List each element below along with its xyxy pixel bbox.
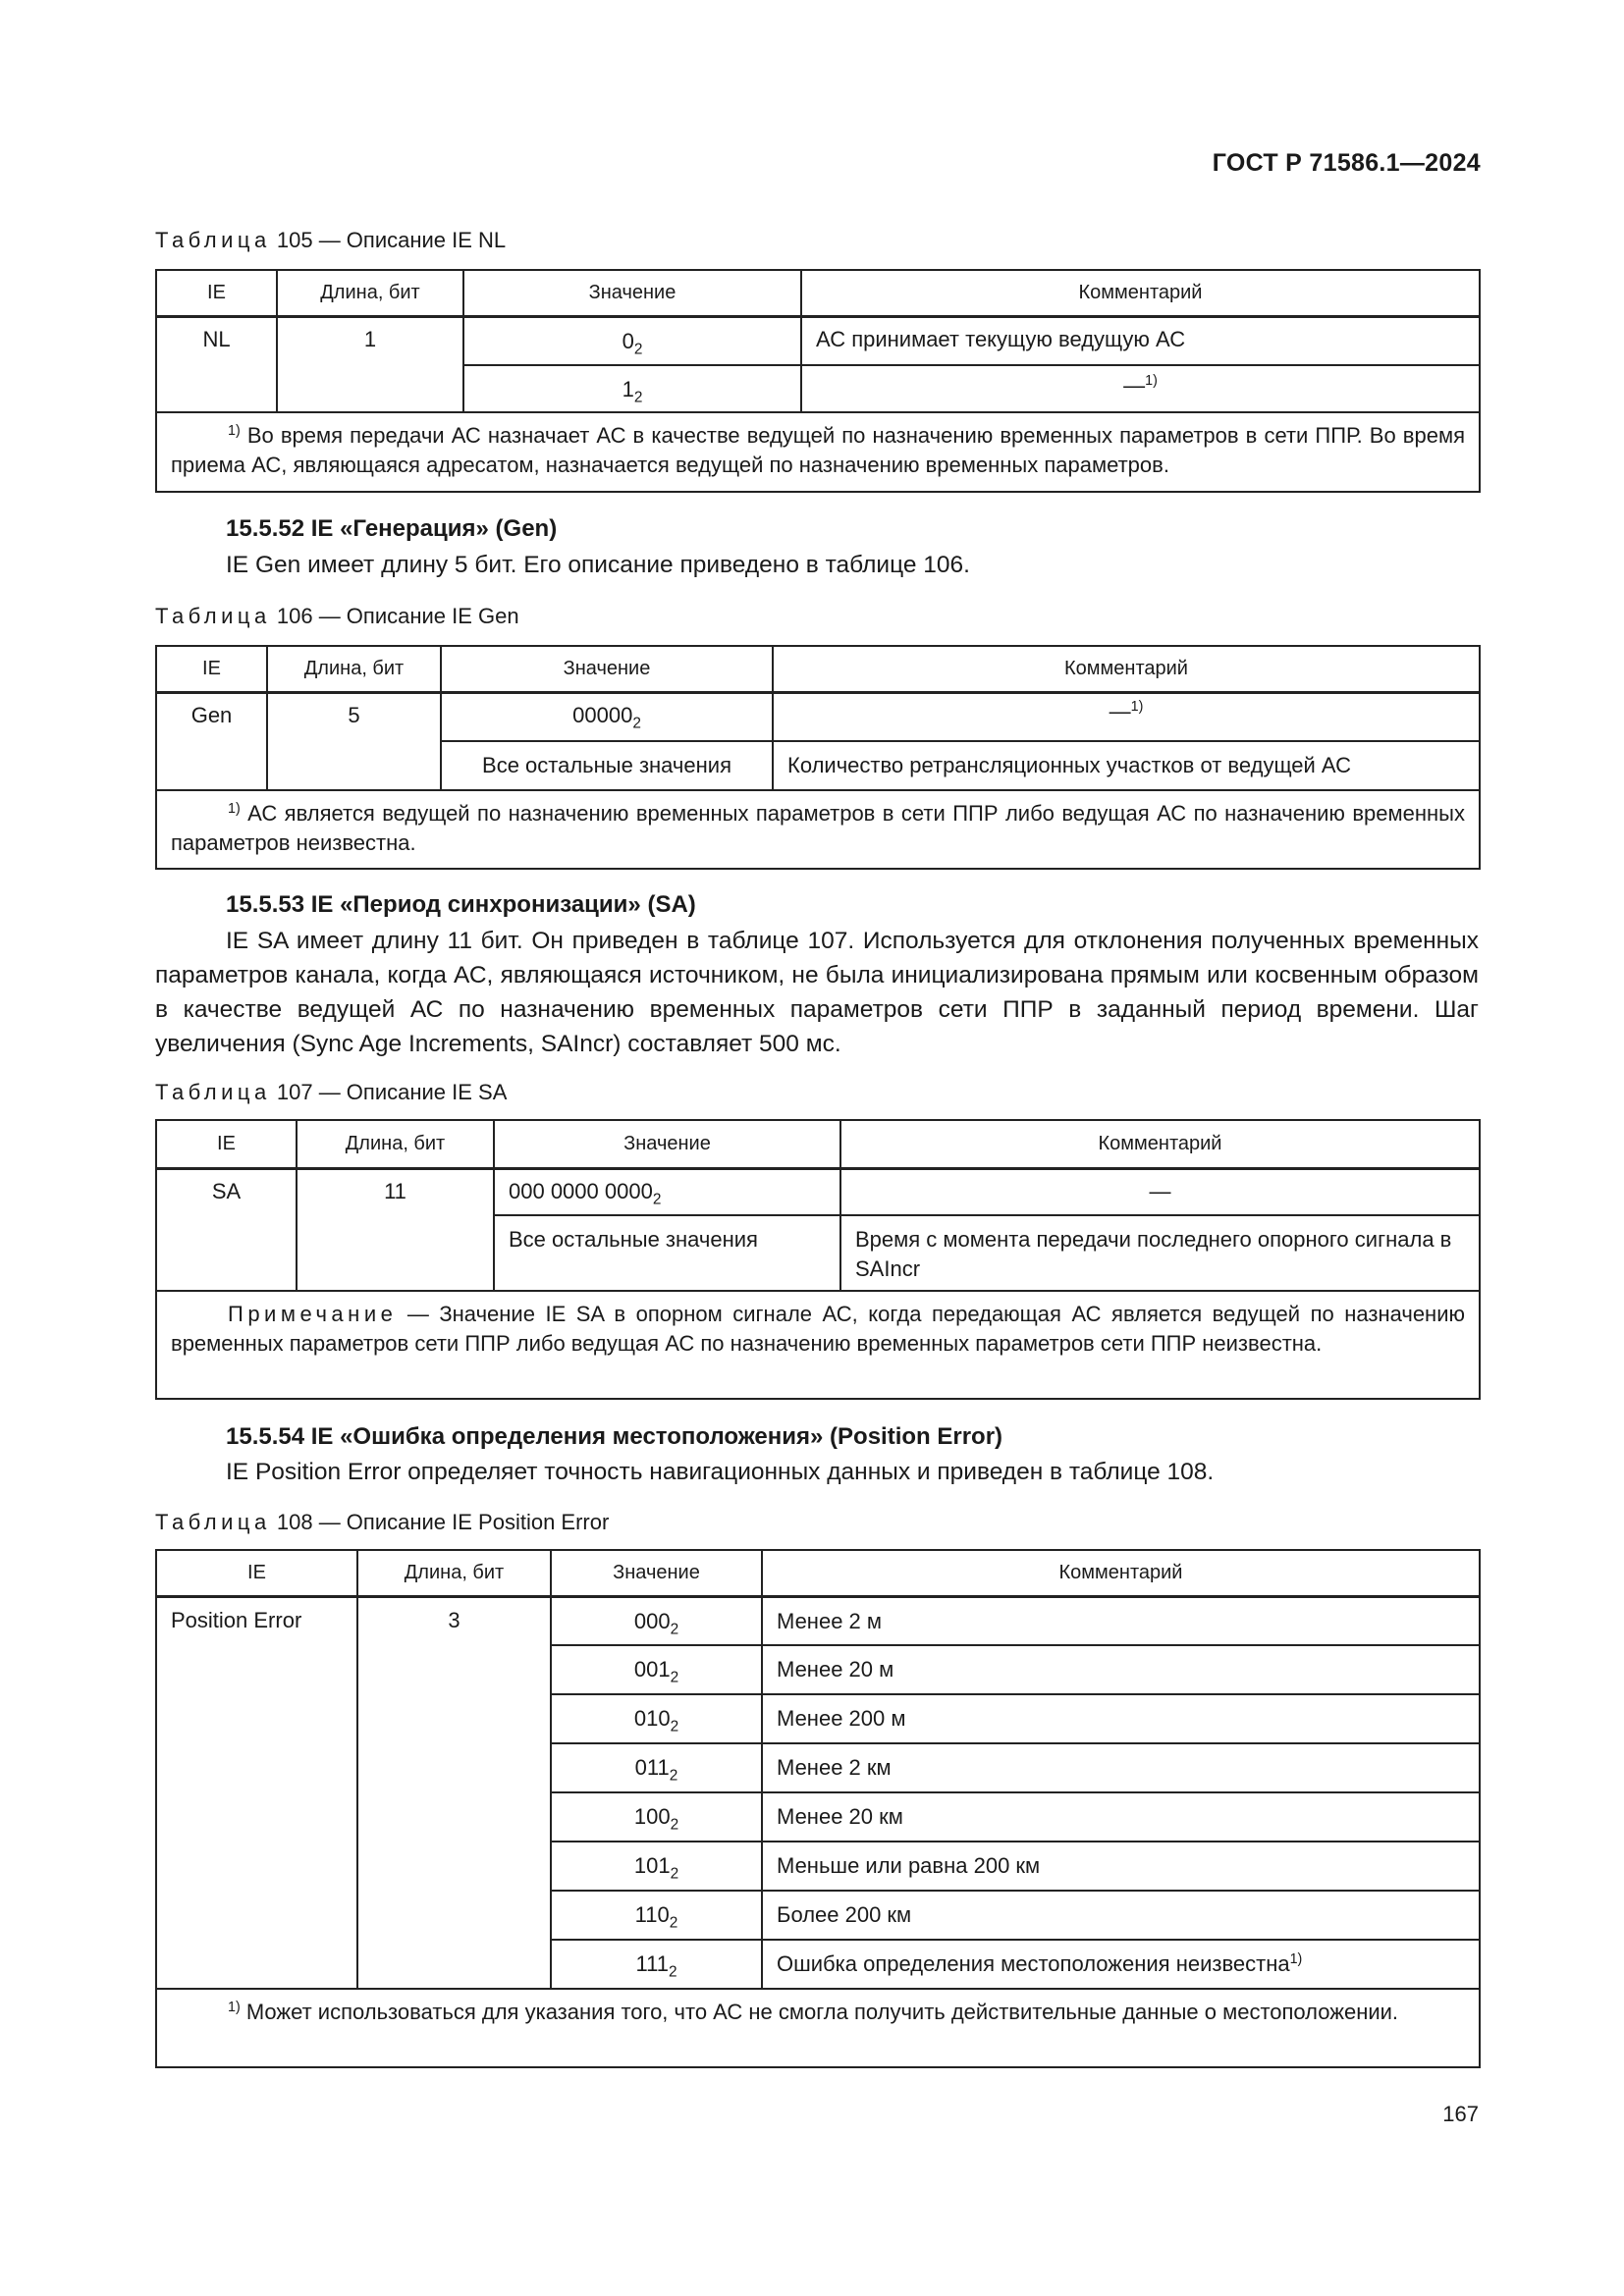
section-15-5-52-title: 15.5.52 IE «Генерация» (Gen) [226,515,558,542]
value-cell: $110_2$ [551,1891,762,1940]
col-comment-header: Комментарий [773,646,1480,692]
col-value-header: Значение [463,270,801,316]
length-cell: 1 [277,316,463,412]
col-ie-header: IE [156,1120,297,1168]
col-comment-header: Комментарий [801,270,1480,316]
table-note-row [156,1291,1480,1399]
caption-text: 108 — Описание IE Position Error [270,1510,610,1534]
section-15-5-53-text: IE SA имеет длину 11 бит. Он приведен в таблице 107. Используется для отклонения полученных временных параметров канала, когда АС, являющаяся источником, не была инициализирована прямым или косвенным образом в качестве ведущей АС по назначению временных параметров сети ППР в заданный период времени. Шаг увеличения (Sync Age Increments, SAIncr) составляет 500 мс. [155,928,1479,1057]
comment-cell: Менее 20 км [762,1792,1480,1842]
caption-word: Таблица [155,604,271,628]
value-cell: Все остальные значения [441,741,773,790]
table-106 [155,645,1481,870]
col-value-header: Значение [494,1120,840,1168]
comment-cell: Количество ретрансляционных участков от ведущей АС [773,741,1480,790]
value-cell: $010_2$ [551,1694,762,1743]
table-footnote-row [156,1989,1480,2067]
caption-text: 106 — Описание IE Gen [270,604,519,628]
col-comment-header: Комментарий [840,1120,1480,1168]
comment-cell: Ошибка определения местоположения неизвестна$^{1)}$ [762,1940,1480,1989]
col-length-header: Длина, бит [277,270,463,316]
table-107 [155,1119,1481,1400]
comment-cell: —$^{1)}$ [801,365,1480,412]
ie-cell: NL [156,316,277,412]
table-108-caption [155,1510,609,1535]
value-cell: $100_2$ [551,1792,762,1842]
caption-word: Таблица [155,228,271,252]
comment-cell: Менее 2 м [762,1596,1480,1645]
section-15-5-53-title: 15.5.53 IE «Период синхронизации» (SA) [226,891,696,918]
ie-cell: Position Error [156,1596,357,1989]
table-108 [155,1549,1481,2068]
col-comment-header: Комментарий [762,1550,1480,1596]
comment-cell: Менее 200 м [762,1694,1480,1743]
col-ie-header: IE [156,1550,357,1596]
col-length-header: Длина, бит [357,1550,551,1596]
table-107-caption [155,1080,507,1105]
table-row [156,316,1480,365]
comment-cell: АС принимает текущую ведущую АС [801,316,1480,365]
table-105-caption [155,228,506,253]
section-15-5-52-text: IE Gen имеет длину 5 бит. Его описание приведено в таблице 106. [226,552,970,578]
table-row [156,692,1480,741]
document-id: ГОСТ Р 71586.1—2024 [1212,149,1481,177]
table-106-caption [155,604,519,629]
section-15-5-54-title: 15.5.54 IE «Ошибка определения местоположения» (Position Error) [226,1423,1003,1450]
length-cell: 5 [267,692,441,790]
footnote: $^{1)}$ АС является ведущей по назначению временных параметров в сети ППР либо ведущая АС по назначению временных параметров неизвестна. [156,790,1480,869]
col-value-header: Значение [551,1550,762,1596]
table-note: Примечание — Значение IE SA в опорном сигнале АС, когда передающая АС является ведущей по назначению временных параметров сети ППР либо ведущая АС по назначению временных параметров сети ППР неизвестна. [156,1291,1480,1399]
comment-cell: Время с момента передачи последнего опорного сигнала в SAIncr [840,1215,1480,1291]
table-header-row [156,1120,1480,1168]
col-ie-header: IE [156,270,277,316]
value-cell: $001_2$ [551,1645,762,1694]
col-value-header: Значение [441,646,773,692]
value-cell: $000_2$ [551,1596,762,1645]
table-footnote-row [156,790,1480,869]
comment-cell: — [840,1168,1480,1215]
caption-text: 107 — Описание IE SA [270,1080,508,1104]
length-cell: 3 [357,1596,551,1989]
footnote: $^{1)}$ Может использоваться для указания того, что АС не смогла получить действительные данные о местоположении. [156,1989,1480,2067]
comment-cell: Менее 20 м [762,1645,1480,1694]
value-cell: $011_2$ [551,1743,762,1792]
table-row [156,1168,1480,1215]
col-ie-header: IE [156,646,267,692]
table-row [156,1596,1480,1645]
comment-cell: Меньше или равна 200 км [762,1842,1480,1891]
value-cell: $00000_2$ [441,692,773,741]
length-cell: 11 [297,1168,494,1291]
col-length-header: Длина, бит [297,1120,494,1168]
col-length-header: Длина, бит [267,646,441,692]
table-header-row [156,270,1480,316]
value-cell: $111_2$ [551,1940,762,1989]
value-cell: Все остальные значения [494,1215,840,1291]
section-15-5-54-text: IE Position Error определяет точность навигационных данных и приведен в таблице 108. [226,1459,1215,1485]
page-number: 167 [1442,2102,1479,2126]
value-cell: 000 0000 $0000_2$ [494,1168,840,1215]
comment-cell: —$^{1)}$ [773,692,1480,741]
caption-text: 105 — Описание IE NL [270,228,507,252]
table-header-row [156,1550,1480,1596]
value-cell: $0_2$ [463,316,801,365]
table-footnote-row [156,412,1480,492]
footnote: $^{1)}$ Во время передачи АС назначает АС в качестве ведущей по назначению временных параметров в сети ППР. Во время приема АС, являющаяся адресатом, назначается ведущей по назначению временных параметров. [156,412,1480,492]
comment-cell: Более 200 км [762,1891,1480,1940]
caption-word: Таблица [155,1080,271,1104]
value-cell: $101_2$ [551,1842,762,1891]
comment-cell: Менее 2 км [762,1743,1480,1792]
caption-word: Таблица [155,1510,271,1534]
value-cell: $1_2$ [463,365,801,412]
table-header-row [156,646,1480,692]
table-105 [155,269,1481,493]
ie-cell: Gen [156,692,267,790]
ie-cell: SA [156,1168,297,1291]
